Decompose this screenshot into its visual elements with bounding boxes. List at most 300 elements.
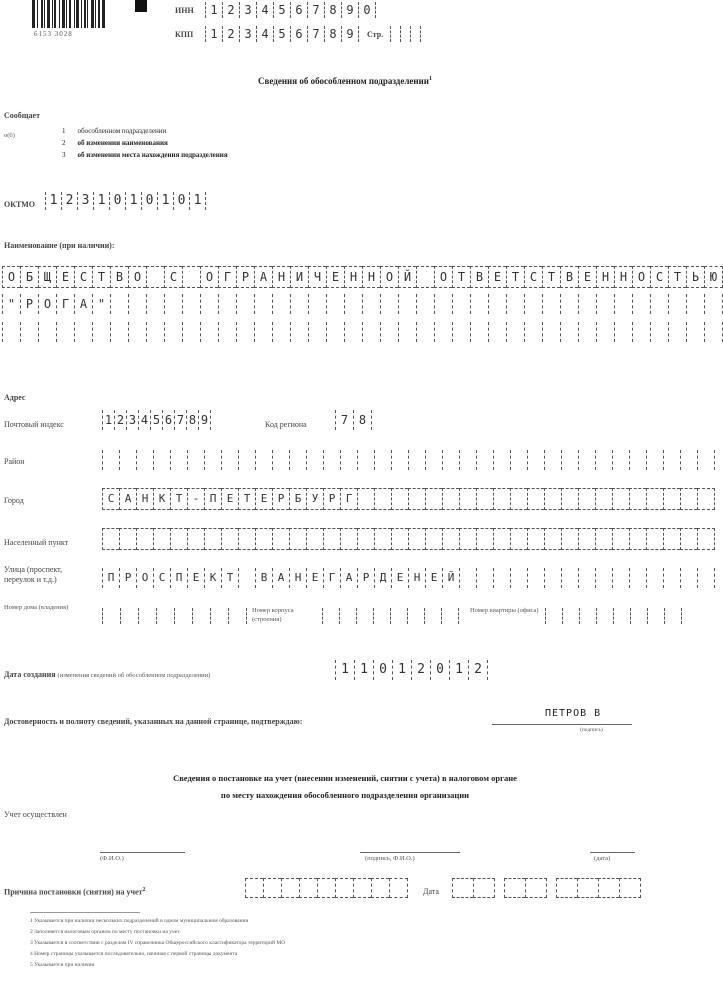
tax-date-day[interactable] [452,878,495,896]
char-cell[interactable]: Т [92,266,110,288]
char-cell[interactable]: А [74,294,92,314]
char-cell[interactable] [362,322,380,342]
char-cell[interactable] [272,294,290,314]
char-cell[interactable]: В [560,266,578,288]
char-cell[interactable] [290,322,308,342]
char-cell[interactable] [374,488,391,510]
char-cell[interactable] [579,608,596,624]
char-cell[interactable]: 7 [307,26,324,42]
char-cell[interactable]: Й [442,568,459,588]
char-cell[interactable] [238,528,255,550]
char-cell[interactable]: О [38,294,56,314]
char-cell[interactable] [560,294,578,314]
char-cell[interactable] [408,488,425,510]
char-cell[interactable] [204,528,221,550]
char-cell[interactable]: Т [238,488,255,510]
char-cell[interactable]: Е [306,568,323,588]
char-cell[interactable] [200,294,218,314]
char-cell[interactable]: 2 [222,2,239,18]
char-cell[interactable]: О [434,266,452,288]
char-cell[interactable] [353,878,371,898]
char-cell[interactable]: Н [136,488,153,510]
char-cell[interactable] [340,450,357,470]
char-cell[interactable] [254,322,272,342]
char-cell[interactable] [614,294,632,314]
char-cell[interactable] [322,608,339,624]
char-cell[interactable] [362,294,380,314]
char-cell[interactable] [598,878,619,898]
char-cell[interactable]: 5 [273,2,290,18]
char-cell[interactable] [544,568,561,588]
char-cell[interactable] [686,294,704,314]
char-cell[interactable]: О [200,266,218,288]
char-cell[interactable] [613,608,630,624]
char-cell[interactable] [452,322,470,342]
char-cell[interactable] [289,528,306,550]
char-cell[interactable] [128,322,146,342]
char-cell[interactable]: Д [374,568,391,588]
char-cell[interactable] [416,266,434,288]
char-cell[interactable] [561,450,578,470]
char-cell[interactable] [470,294,488,314]
char-cell[interactable]: А [119,488,136,510]
char-cell[interactable] [612,450,629,470]
char-cell[interactable]: Б [20,266,38,288]
char-cell[interactable]: 9 [341,26,359,42]
char-cell[interactable] [344,322,362,342]
char-cell[interactable] [544,450,561,470]
char-cell[interactable] [340,528,357,550]
char-cell[interactable] [596,322,614,342]
char-cell[interactable]: 5 [273,26,290,42]
char-cell[interactable]: Е [326,266,344,288]
char-cell[interactable]: " [2,294,20,314]
char-cell[interactable] [380,294,398,314]
char-cell[interactable]: 9 [198,410,211,430]
char-cell[interactable] [228,608,247,624]
char-cell[interactable] [612,528,629,550]
char-cell[interactable]: Ь [686,266,704,288]
char-cell[interactable] [680,568,697,588]
char-cell[interactable] [646,568,663,588]
page-number-field[interactable] [390,26,421,42]
char-cell[interactable] [238,450,255,470]
char-cell[interactable] [408,450,425,470]
char-cell[interactable] [391,488,408,510]
char-cell[interactable] [561,528,578,550]
char-cell[interactable]: 0 [109,192,125,210]
char-cell[interactable] [236,294,254,314]
char-cell[interactable] [146,294,164,314]
char-cell[interactable]: 3 [126,410,138,430]
char-cell[interactable]: Т [170,488,187,510]
char-cell[interactable] [434,322,452,342]
char-cell[interactable]: Е [221,488,238,510]
char-cell[interactable] [629,488,646,510]
char-cell[interactable] [442,450,459,470]
char-cell[interactable]: Т [506,266,524,288]
char-cell[interactable] [596,608,613,624]
char-cell[interactable] [595,528,612,550]
char-cell[interactable]: 5 [150,410,162,430]
char-cell[interactable] [182,294,200,314]
region-field[interactable] [335,410,372,430]
street-field[interactable] [102,568,715,588]
char-cell[interactable]: 8 [324,2,341,18]
char-cell[interactable]: Е [56,266,74,288]
char-cell[interactable] [697,488,715,510]
settlement-field[interactable] [102,528,715,548]
char-cell[interactable]: С [650,266,668,288]
char-cell[interactable] [200,322,218,342]
char-cell[interactable] [263,878,281,898]
char-cell[interactable]: 1 [45,192,61,210]
char-cell[interactable] [344,294,362,314]
char-cell[interactable] [614,322,632,342]
char-cell[interactable] [647,608,664,624]
tax-date-year[interactable] [556,878,641,896]
char-cell[interactable] [473,878,495,898]
char-cell[interactable] [629,528,646,550]
char-cell[interactable] [335,878,353,898]
char-cell[interactable]: 1 [392,660,411,680]
char-cell[interactable] [74,322,92,342]
creation-date-field[interactable] [335,660,488,680]
char-cell[interactable] [525,878,547,898]
char-cell[interactable] [527,568,544,588]
char-cell[interactable] [476,528,493,550]
char-cell[interactable]: Н [408,568,425,588]
char-cell[interactable]: 9 [341,2,358,18]
char-cell[interactable]: Р [20,294,38,314]
char-cell[interactable] [238,568,255,588]
char-cell[interactable] [542,294,560,314]
corpus-field[interactable] [322,608,459,624]
char-cell[interactable] [2,322,20,342]
char-cell[interactable]: 1 [205,2,222,18]
char-cell[interactable]: 1 [125,192,141,210]
char-cell[interactable]: О [632,266,650,288]
char-cell[interactable] [424,608,441,624]
char-cell[interactable]: 1 [335,660,354,680]
char-cell[interactable]: 6 [162,410,174,430]
char-cell[interactable] [272,322,290,342]
char-cell[interactable] [504,878,525,898]
postal-field[interactable] [102,410,211,430]
char-cell[interactable] [434,294,452,314]
char-cell[interactable] [289,450,306,470]
char-cell[interactable] [119,450,136,470]
char-cell[interactable]: П [102,568,119,588]
char-cell[interactable] [442,488,459,510]
char-cell[interactable]: 8 [353,410,372,430]
char-cell[interactable] [493,450,510,470]
city-field[interactable] [102,488,715,508]
char-cell[interactable] [442,528,459,550]
char-cell[interactable]: 3 [239,26,256,42]
char-cell[interactable]: 1 [157,192,173,210]
char-cell[interactable]: 8 [324,26,341,42]
char-cell[interactable] [595,450,612,470]
char-cell[interactable] [299,878,317,898]
char-cell[interactable] [38,322,56,342]
char-cell[interactable] [527,488,544,510]
house-field[interactable] [102,608,247,624]
char-cell[interactable] [326,294,344,314]
char-cell[interactable] [697,528,715,550]
char-cell[interactable]: 1 [354,660,373,680]
char-cell[interactable]: Й [398,266,416,288]
char-cell[interactable] [680,450,697,470]
char-cell[interactable] [646,450,663,470]
char-cell[interactable]: Н [344,266,362,288]
char-cell[interactable]: Ю [704,266,723,288]
char-cell[interactable] [128,294,146,314]
char-cell[interactable]: 2 [61,192,77,210]
office-field[interactable] [545,608,682,624]
char-cell[interactable] [527,450,544,470]
char-cell[interactable]: И [290,266,308,288]
char-cell[interactable] [506,294,524,314]
char-cell[interactable] [493,568,510,588]
char-cell[interactable]: 7 [174,410,186,430]
char-cell[interactable]: 1 [205,26,222,42]
char-cell[interactable] [323,528,340,550]
char-cell[interactable] [524,294,542,314]
char-cell[interactable] [629,568,646,588]
char-cell[interactable]: К [153,488,170,510]
char-cell[interactable] [510,488,527,510]
char-cell[interactable]: 1 [93,192,109,210]
char-cell[interactable]: В [470,266,488,288]
char-cell[interactable]: Р [236,266,254,288]
char-cell[interactable]: Р [119,568,136,588]
char-cell[interactable] [272,528,289,550]
char-cell[interactable] [170,528,187,550]
char-cell[interactable] [493,488,510,510]
char-cell[interactable] [663,528,680,550]
char-cell[interactable] [416,294,434,314]
char-cell[interactable] [373,608,390,624]
char-cell[interactable] [102,608,120,624]
char-cell[interactable]: Н [596,266,614,288]
char-cell[interactable] [272,450,289,470]
char-cell[interactable]: 1 [449,660,468,680]
char-cell[interactable] [236,322,254,342]
char-cell[interactable] [281,878,299,898]
char-cell[interactable]: 3 [77,192,93,210]
char-cell[interactable]: Р [323,488,340,510]
char-cell[interactable] [374,450,391,470]
char-cell[interactable]: Е [255,488,272,510]
char-cell[interactable] [306,528,323,550]
char-cell[interactable] [136,528,153,550]
char-cell[interactable]: А [272,568,289,588]
char-cell[interactable]: П [170,568,187,588]
name-row-2[interactable] [2,294,723,314]
char-cell[interactable]: П [204,488,221,510]
char-cell[interactable] [146,266,164,288]
char-cell[interactable]: 2 [468,660,488,680]
char-cell[interactable]: 1 [189,192,206,210]
char-cell[interactable] [391,450,408,470]
char-cell[interactable] [255,450,272,470]
char-cell[interactable] [578,322,596,342]
char-cell[interactable]: 0 [358,2,376,18]
char-cell[interactable] [391,528,408,550]
char-cell[interactable]: С [74,266,92,288]
char-cell[interactable] [459,488,476,510]
kpp-field[interactable] [205,26,359,42]
char-cell[interactable] [680,488,697,510]
char-cell[interactable]: Г [218,266,236,288]
char-cell[interactable] [663,488,680,510]
char-cell[interactable] [102,450,119,470]
char-cell[interactable] [544,528,561,550]
char-cell[interactable] [308,322,326,342]
char-cell[interactable] [459,568,476,588]
char-cell[interactable] [577,878,598,898]
char-cell[interactable] [408,528,425,550]
char-cell[interactable] [556,878,577,898]
char-cell[interactable]: С [164,266,182,288]
char-cell[interactable] [398,294,416,314]
char-cell[interactable] [182,266,200,288]
char-cell[interactable] [459,450,476,470]
char-cell[interactable] [153,528,170,550]
char-cell[interactable] [476,488,493,510]
char-cell[interactable] [663,450,680,470]
char-cell[interactable]: 3 [239,2,256,18]
char-cell[interactable] [668,322,686,342]
char-cell[interactable]: Е [187,568,204,588]
char-cell[interactable] [578,294,596,314]
char-cell[interactable] [578,568,595,588]
char-cell[interactable] [187,528,204,550]
char-cell[interactable]: 7 [335,410,353,430]
char-cell[interactable] [561,568,578,588]
char-cell[interactable] [452,878,473,898]
char-cell[interactable]: Р [272,488,289,510]
char-cell[interactable] [407,608,424,624]
char-cell[interactable] [380,322,398,342]
char-cell[interactable] [210,608,228,624]
char-cell[interactable]: 8 [186,410,198,430]
char-cell[interactable] [317,878,335,898]
char-cell[interactable]: О [136,568,153,588]
char-cell[interactable] [146,322,164,342]
name-row-1[interactable] [2,266,723,286]
char-cell[interactable] [686,322,704,342]
char-cell[interactable]: Н [272,266,290,288]
char-cell[interactable] [425,488,442,510]
char-cell[interactable] [680,528,697,550]
char-cell[interactable]: А [340,568,357,588]
char-cell[interactable] [452,294,470,314]
char-cell[interactable] [630,608,647,624]
char-cell[interactable]: 4 [256,26,273,42]
char-cell[interactable] [545,608,562,624]
char-cell[interactable] [619,878,641,898]
kpp-reason-field[interactable] [245,878,408,896]
char-cell[interactable] [646,488,663,510]
char-cell[interactable] [153,450,170,470]
char-cell[interactable] [578,528,595,550]
char-cell[interactable]: Н [362,266,380,288]
char-cell[interactable] [290,294,308,314]
char-cell[interactable]: Ч [308,266,326,288]
char-cell[interactable] [357,528,374,550]
char-cell[interactable] [110,294,128,314]
char-cell[interactable] [357,450,374,470]
char-cell[interactable] [704,294,723,314]
char-cell[interactable] [192,608,210,624]
char-cell[interactable]: Т [542,266,560,288]
char-cell[interactable] [441,608,459,624]
char-cell[interactable] [697,450,715,470]
char-cell[interactable] [476,568,493,588]
char-cell[interactable] [704,322,723,342]
char-cell[interactable] [308,294,326,314]
char-cell[interactable] [120,608,138,624]
char-cell[interactable]: С [153,568,170,588]
char-cell[interactable]: 1 [102,410,114,430]
char-cell[interactable] [632,322,650,342]
char-cell[interactable]: В [110,266,128,288]
char-cell[interactable] [488,322,506,342]
char-cell[interactable]: С [524,266,542,288]
char-cell[interactable]: А [254,266,272,288]
char-cell[interactable] [119,528,136,550]
char-cell[interactable] [245,878,263,898]
char-cell[interactable] [182,322,200,342]
char-cell[interactable]: Н [289,568,306,588]
char-cell[interactable] [204,450,221,470]
char-cell[interactable] [629,450,646,470]
char-cell[interactable] [542,322,560,342]
char-cell[interactable] [595,488,612,510]
char-cell[interactable] [459,528,476,550]
char-cell[interactable] [221,450,238,470]
char-cell[interactable] [578,488,595,510]
char-cell[interactable] [339,608,356,624]
char-cell[interactable]: Р [357,568,374,588]
char-cell[interactable] [697,568,715,588]
char-cell[interactable] [102,528,119,550]
char-cell[interactable] [164,294,182,314]
char-cell[interactable] [668,294,686,314]
char-cell[interactable] [650,294,668,314]
char-cell[interactable] [650,322,668,342]
char-cell[interactable] [416,322,434,342]
char-cell[interactable]: Е [578,266,596,288]
tax-date-month[interactable] [504,878,547,896]
char-cell[interactable]: 4 [138,410,150,430]
char-cell[interactable] [326,322,344,342]
char-cell[interactable] [506,322,524,342]
char-cell[interactable] [136,450,153,470]
char-cell[interactable] [524,322,542,342]
char-cell[interactable] [20,322,38,342]
char-cell[interactable] [595,568,612,588]
char-cell[interactable]: У [306,488,323,510]
char-cell[interactable] [389,878,408,898]
char-cell[interactable]: 0 [430,660,449,680]
char-cell[interactable]: - [187,488,204,510]
inn-field[interactable] [205,2,376,18]
char-cell[interactable] [493,528,510,550]
char-cell[interactable]: Г [323,568,340,588]
